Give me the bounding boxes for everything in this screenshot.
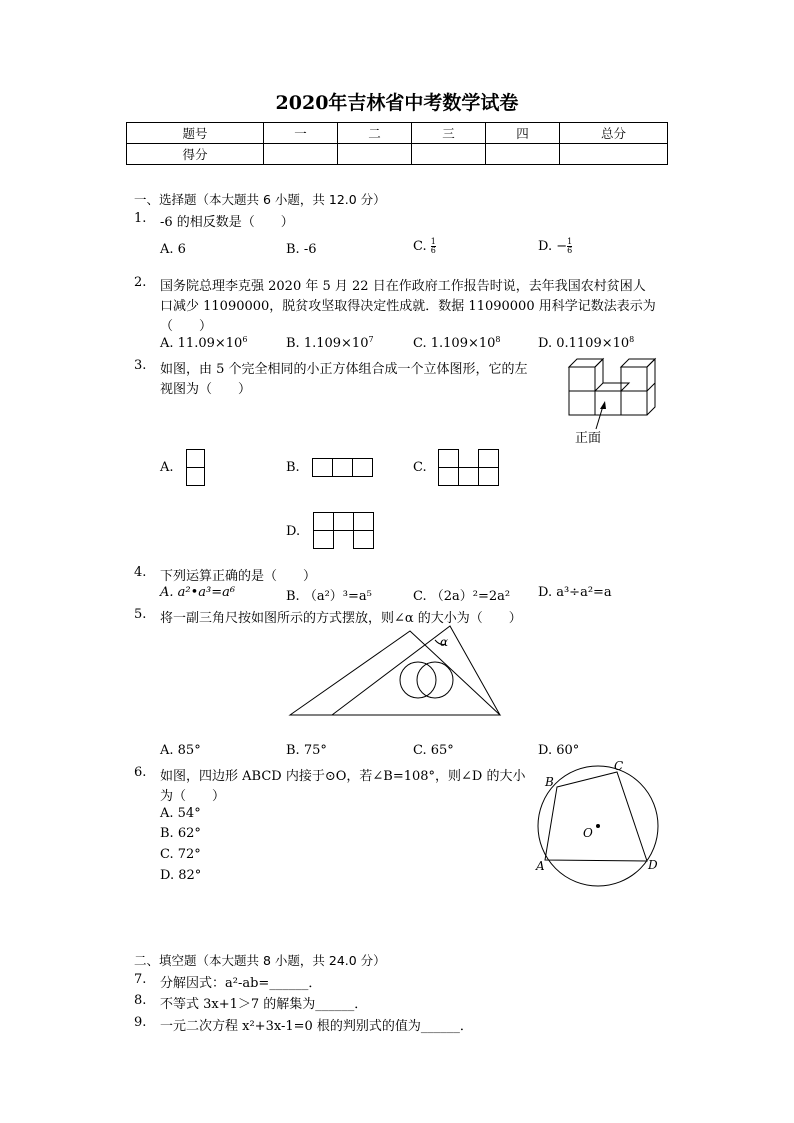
question-number: 5. bbox=[134, 607, 147, 622]
triangles-figure bbox=[288, 624, 504, 720]
score-table bbox=[126, 122, 668, 165]
q3-option-b-figure bbox=[312, 458, 374, 478]
vertex-label-c: C bbox=[614, 759, 624, 773]
q3-option-c-figure bbox=[438, 449, 500, 487]
q4-option-a: A. a²•a³=a⁶ bbox=[160, 585, 236, 600]
q5-option-d: D. 60° bbox=[538, 743, 580, 758]
q3-option-d-figure bbox=[313, 512, 375, 550]
q1-option-d-label: D. − bbox=[538, 239, 568, 254]
q1-option-b: B. -6 bbox=[286, 242, 317, 257]
score-cell bbox=[338, 144, 412, 165]
score-cell bbox=[486, 144, 560, 165]
q3-option-a-label: A. bbox=[160, 460, 174, 475]
question-7-text: 分解因式：a²-ab=______． bbox=[160, 976, 322, 991]
q3-option-d-label: D. bbox=[286, 524, 301, 539]
q3-option-c-label: C. bbox=[413, 460, 427, 475]
question-number: 9. bbox=[134, 1015, 147, 1030]
question-1-text: -6 的相反数是（ ） bbox=[160, 215, 294, 230]
angle-alpha-label: α bbox=[440, 635, 449, 649]
q5-option-a: A. 85° bbox=[160, 743, 201, 758]
score-cell bbox=[560, 144, 668, 165]
q6-option-d: D. 82° bbox=[160, 868, 202, 883]
question-number: 7. bbox=[134, 972, 147, 987]
q2-option-a-base: A. 11.09×10 bbox=[160, 336, 243, 351]
cube-figure bbox=[566, 354, 662, 424]
circle-quadrilateral-figure bbox=[530, 758, 666, 892]
score-header-cell: 二 bbox=[338, 123, 412, 144]
q6-option-b: B. 62° bbox=[160, 826, 201, 841]
q1-option-d bbox=[538, 238, 572, 255]
q2-option-c-base: C. 1.109×10 bbox=[413, 336, 496, 351]
score-header-cell: 总分 bbox=[560, 123, 668, 144]
vertex-label-d: D bbox=[648, 858, 658, 872]
exponent: 6 bbox=[242, 335, 248, 344]
score-header-cell: 三 bbox=[412, 123, 486, 144]
page-title: 2020年吉林省中考数学试卷 bbox=[275, 92, 519, 114]
question-3-line-1: 如图，由 5 个完全相同的小正方体组合成一个立体图形，它的左 bbox=[160, 362, 528, 377]
score-header-cell: 一 bbox=[264, 123, 338, 144]
q2-option-b bbox=[286, 336, 374, 351]
section-title-choice: 一、选择题（本大题共 6 小题，共 12.0 分） bbox=[134, 192, 386, 207]
question-number: 1. bbox=[134, 211, 147, 226]
exponent: 8 bbox=[629, 335, 635, 344]
q5-option-b: B. 75° bbox=[286, 743, 327, 758]
question-5-text: 将一副三角尺按如图所示的方式摆放，则∠α 的大小为（ ） bbox=[160, 611, 522, 626]
question-4-text: 下列运算正确的是（ ） bbox=[160, 569, 317, 584]
score-row-label: 得分 bbox=[127, 144, 264, 165]
vertex-label-a: A bbox=[536, 859, 545, 873]
score-header-cell: 四 bbox=[486, 123, 560, 144]
q1-option-c bbox=[413, 238, 436, 255]
exponent: 8 bbox=[495, 335, 501, 344]
q5-option-c: C. 65° bbox=[413, 743, 454, 758]
vertex-label-b: B bbox=[545, 775, 554, 789]
exponent: 7 bbox=[368, 335, 374, 344]
section-title-fill: 二、填空题（本大题共 8 小题，共 24.0 分） bbox=[134, 953, 386, 968]
question-number: 8. bbox=[134, 993, 147, 1008]
q4-option-b: B. （a²）³=a⁵ bbox=[286, 589, 372, 604]
quadrilateral-abcd bbox=[545, 772, 647, 861]
fraction-denominator: 6 bbox=[430, 246, 436, 255]
question-number: 4. bbox=[134, 565, 147, 580]
q1-option-a: A. 6 bbox=[160, 242, 186, 257]
triangle-ruler-2 bbox=[332, 626, 500, 715]
fraction-numerator: 1 bbox=[430, 237, 436, 246]
q4-option-d: D. a³÷a²=a bbox=[538, 585, 612, 600]
fraction-numerator: 1 bbox=[567, 237, 573, 246]
fraction bbox=[567, 238, 572, 255]
q3-option-b-label: B. bbox=[286, 460, 300, 475]
score-cell bbox=[264, 144, 338, 165]
protractor-circle-left bbox=[400, 662, 436, 698]
q2-option-d-base: D. 0.1109×10 bbox=[538, 336, 630, 351]
question-2-line-2: 口减少 11090000，脱贫攻坚取得决定性成就．数据 11090000 用科学记数法表示为 bbox=[160, 299, 656, 314]
q2-option-a bbox=[160, 336, 247, 351]
question-3-line-2: 视图为（ ） bbox=[160, 382, 252, 397]
score-table-score-row bbox=[127, 144, 668, 165]
score-header-cell: 题号 bbox=[127, 123, 264, 144]
score-cell bbox=[412, 144, 486, 165]
front-label: 正面 bbox=[575, 431, 602, 446]
q3-option-a-figure bbox=[186, 449, 206, 487]
center-label-o: O bbox=[583, 826, 593, 840]
question-8-text: 不等式 3x+1＞7 的解集为______． bbox=[160, 997, 368, 1012]
fraction-denominator: 6 bbox=[567, 246, 573, 255]
q6-option-a: A. 54° bbox=[160, 806, 201, 821]
triangle-ruler-1 bbox=[290, 631, 500, 715]
question-2-line-1: 国务院总理李克强 2020 年 5 月 22 日在作政府工作报告时说，去年我国农村贫困人 bbox=[160, 279, 646, 294]
question-9-text: 一元二次方程 x²+3x-1=0 根的判别式的值为______． bbox=[160, 1019, 473, 1034]
q2-option-b-base: B. 1.109×10 bbox=[286, 336, 369, 351]
question-number: 6. bbox=[134, 765, 147, 780]
fraction bbox=[431, 238, 436, 255]
q2-option-c bbox=[413, 336, 501, 351]
q2-option-d bbox=[538, 336, 634, 351]
question-number: 2. bbox=[134, 275, 147, 290]
q6-option-c: C. 72° bbox=[160, 847, 201, 862]
q4-option-c: C. （2a）²=2a² bbox=[413, 589, 511, 604]
question-2-line-3: （ ） bbox=[160, 319, 213, 334]
protractor-circle-right bbox=[417, 662, 453, 698]
question-6-line-2: 为（ ） bbox=[160, 789, 226, 804]
question-6-line-1: 如图，四边形 ABCD 内接于⊙O，若∠B=108°，则∠D 的大小 bbox=[160, 769, 526, 784]
score-table-header-row bbox=[127, 123, 668, 144]
question-number: 3. bbox=[134, 358, 147, 373]
center-point bbox=[596, 824, 600, 828]
q1-option-c-label: C. bbox=[413, 239, 427, 254]
